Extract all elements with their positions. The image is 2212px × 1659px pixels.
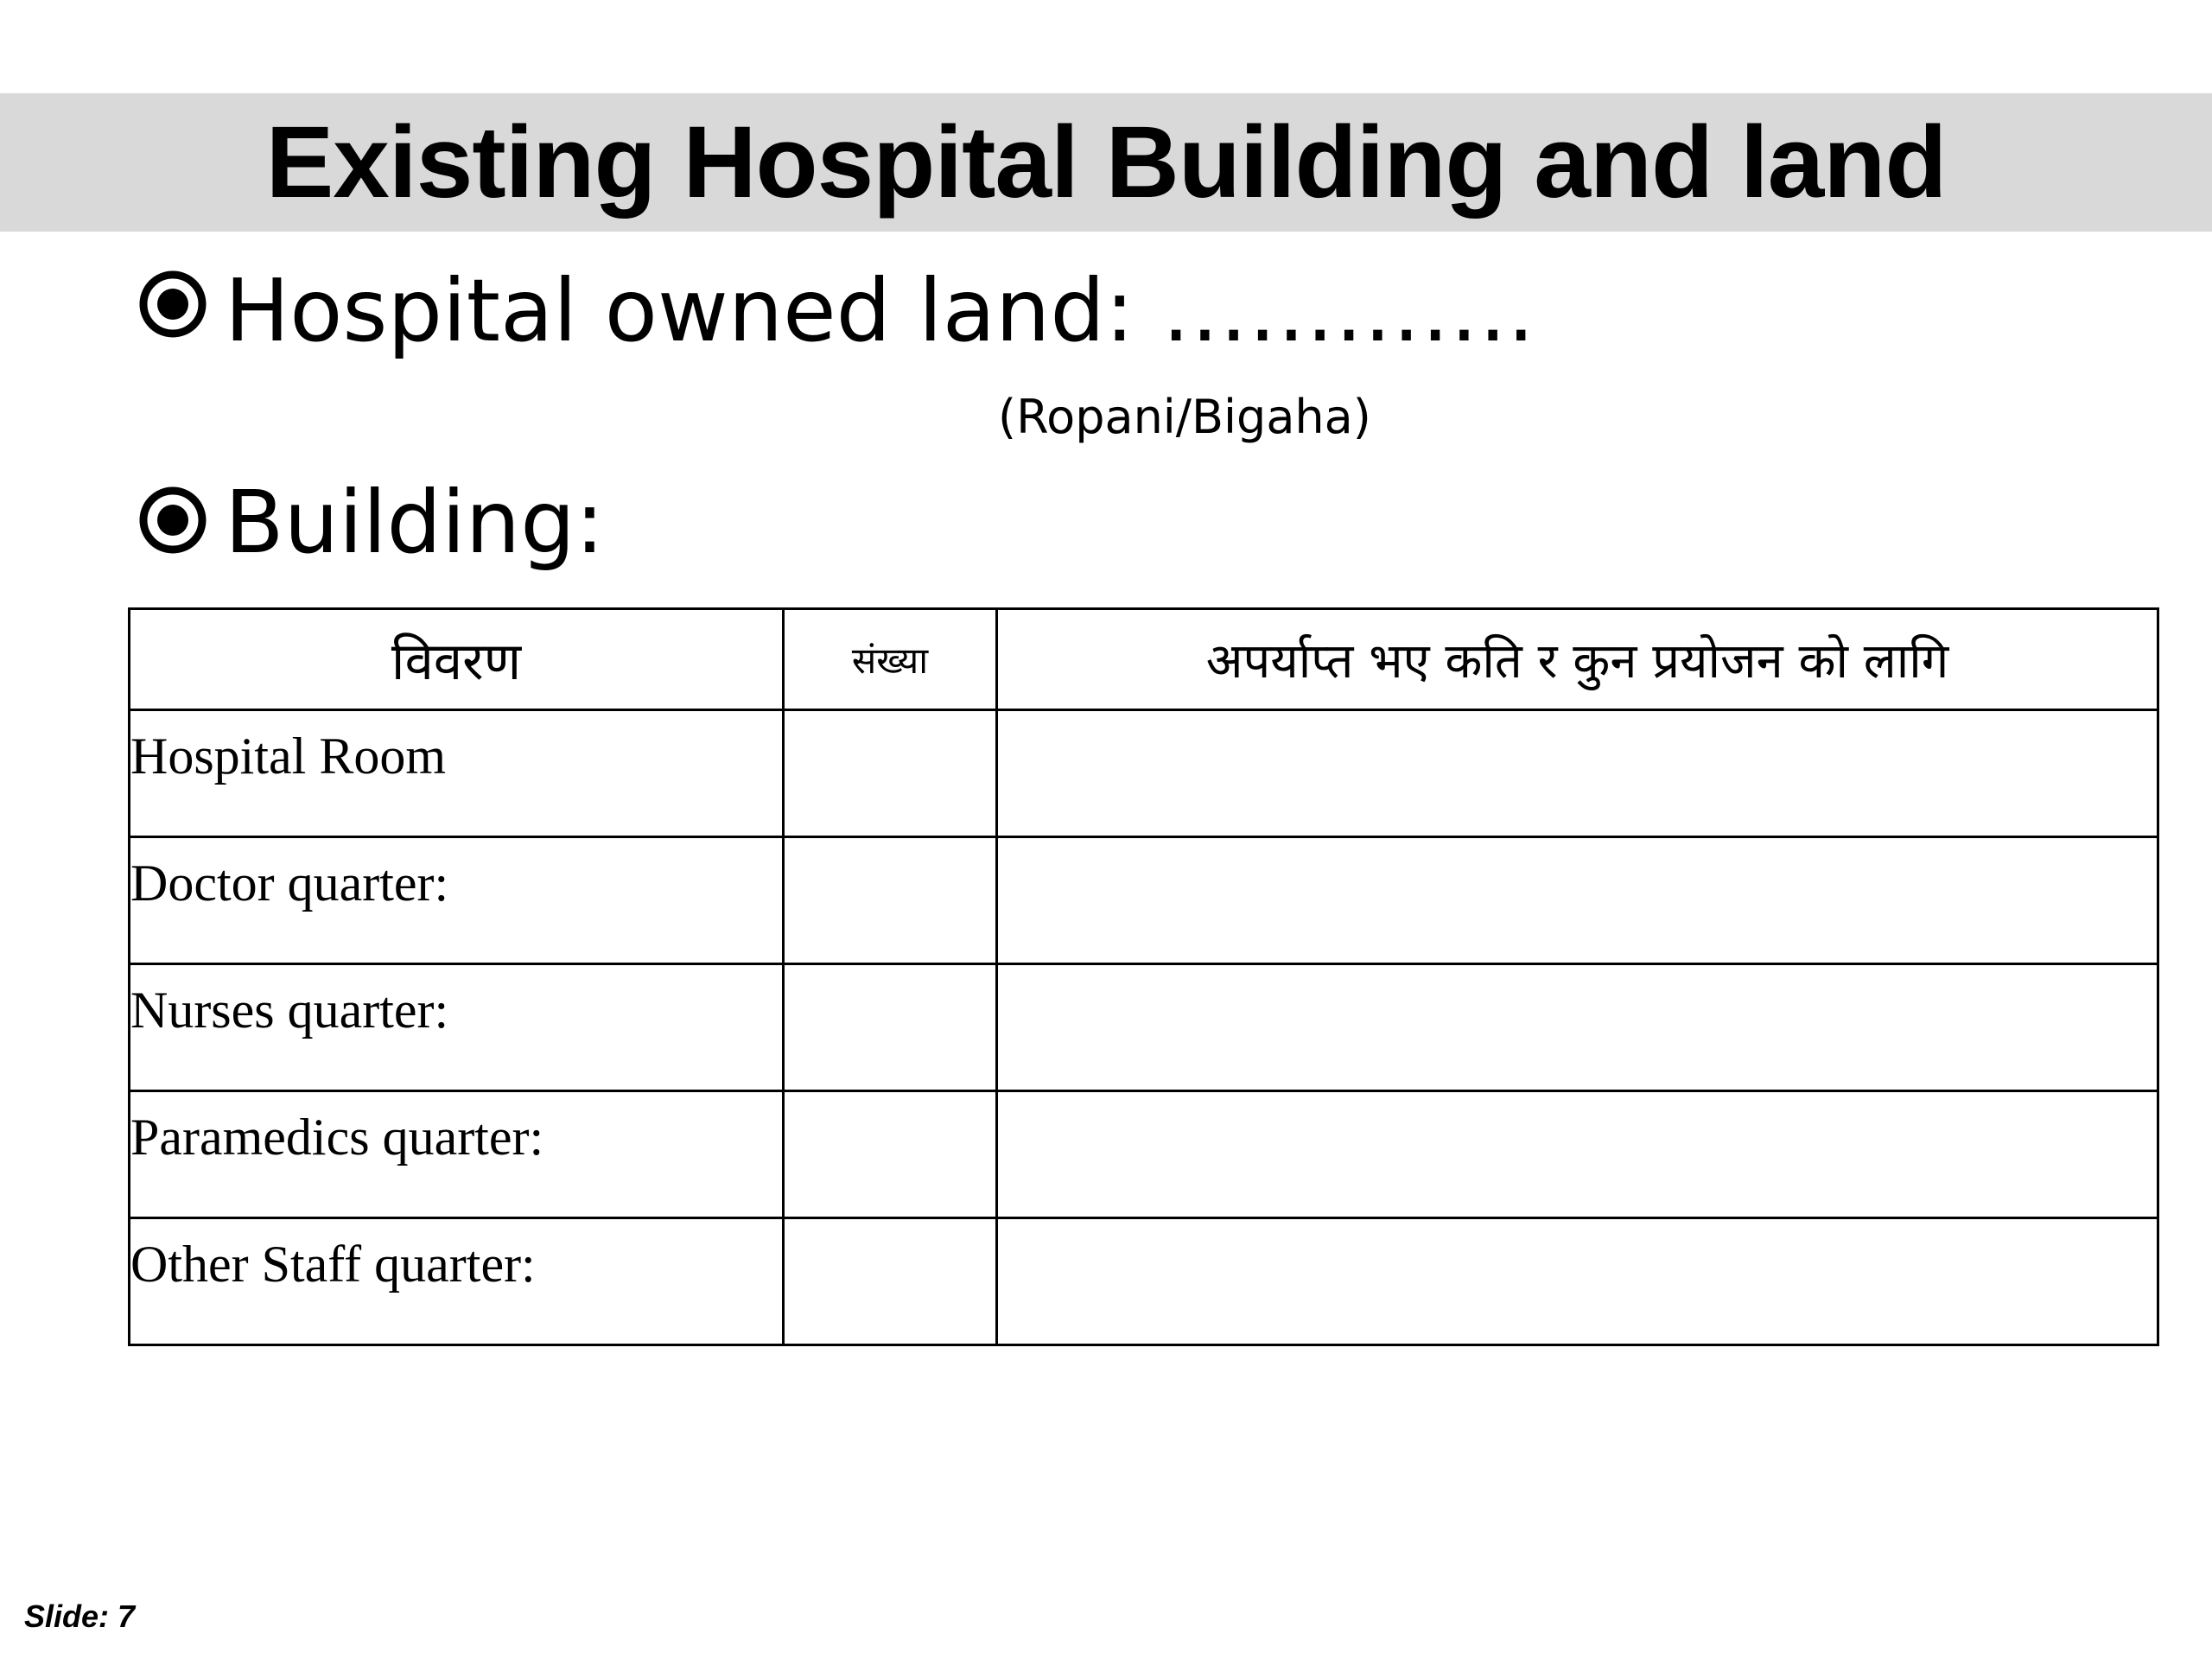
row-label: Hospital Room <box>130 710 784 837</box>
column-header-count: संख्या <box>784 609 997 710</box>
table-header-row <box>130 609 2158 710</box>
radio-bullet-icon <box>138 270 207 339</box>
row-label: Nurses quarter: <box>130 964 784 1091</box>
purpose-cell[interactable] <box>997 1091 2158 1218</box>
count-cell[interactable] <box>784 1218 997 1345</box>
count-cell[interactable] <box>784 710 997 837</box>
row-label: Paramedics quarter: <box>130 1091 784 1218</box>
land-unit-note: (Ropani/Bigaha) <box>998 390 1371 444</box>
count-cell[interactable] <box>784 964 997 1091</box>
land-bullet-text: Hospital owned land: …………. <box>225 260 1535 361</box>
radio-bullet-icon <box>138 486 207 555</box>
slide-number: Slide: 7 <box>24 1599 136 1634</box>
building-table <box>128 607 2159 1346</box>
count-cell[interactable] <box>784 1091 997 1218</box>
table-row <box>130 837 2158 964</box>
building-bullet-text: Building: <box>225 472 605 573</box>
column-header-description: विवरण <box>130 609 784 710</box>
table-row <box>130 964 2158 1091</box>
slide-title: Existing Hospital Building and land <box>265 105 1947 219</box>
count-cell[interactable] <box>784 837 997 964</box>
purpose-cell[interactable] <box>997 710 2158 837</box>
table-row <box>130 1091 2158 1218</box>
purpose-cell[interactable] <box>997 1218 2158 1345</box>
row-label: Doctor quarter: <box>130 837 784 964</box>
row-label: Other Staff quarter: <box>130 1218 784 1345</box>
purpose-cell[interactable] <box>997 964 2158 1091</box>
column-header-purpose: अपर्याप्त भए कति र कुन प्रयोजन को लागि <box>997 609 2158 710</box>
table-row <box>130 1218 2158 1345</box>
purpose-cell[interactable] <box>997 837 2158 964</box>
table-row <box>130 710 2158 837</box>
